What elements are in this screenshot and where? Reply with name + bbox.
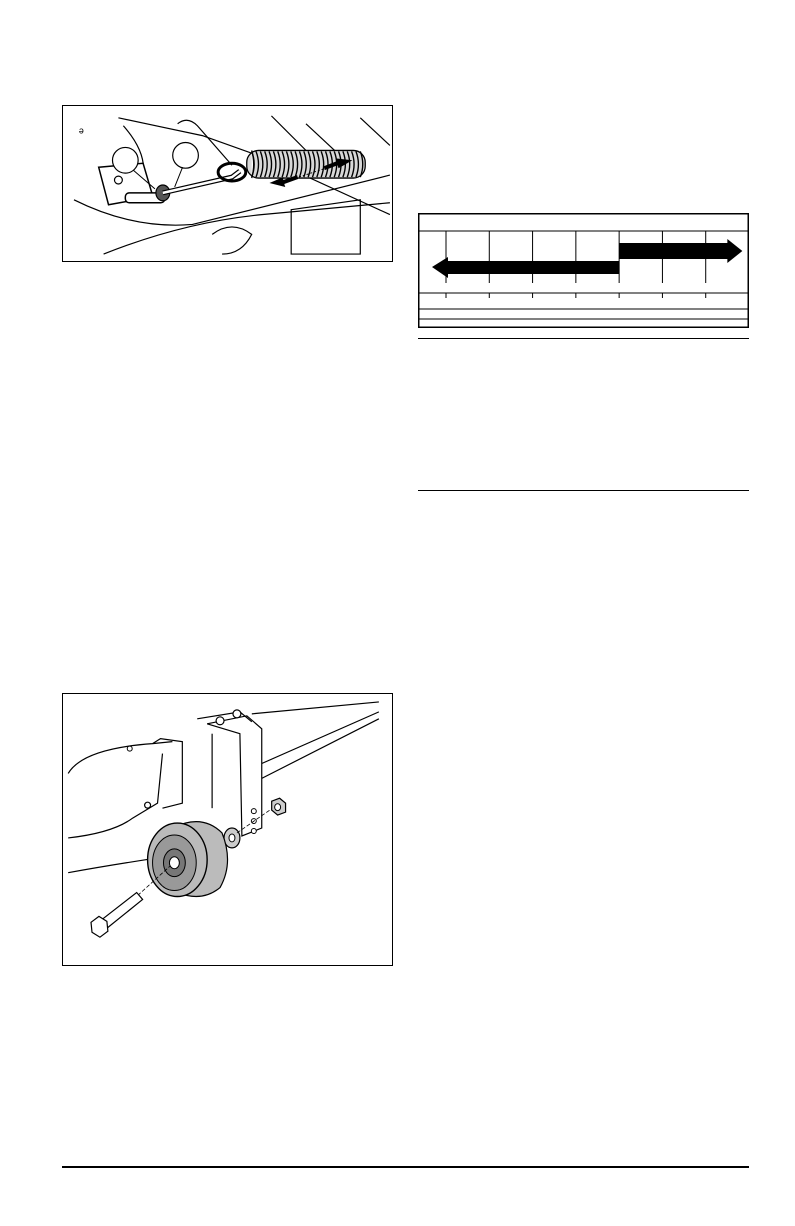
note-bottom-rule bbox=[418, 490, 749, 491]
callout-2-icon bbox=[173, 143, 199, 187]
height-gauge-graphic bbox=[418, 213, 749, 328]
nut-icon bbox=[272, 798, 286, 815]
wheel-assembly-figure bbox=[62, 693, 393, 966]
height-gauge-figure bbox=[418, 213, 749, 328]
bolt-icon bbox=[91, 893, 143, 938]
wheel-assembly-illustration bbox=[63, 694, 392, 965]
spring-adjustment-illustration bbox=[63, 106, 392, 261]
note-top-rule bbox=[418, 338, 749, 339]
wheel-icon bbox=[148, 822, 228, 897]
footer-rule bbox=[62, 1166, 749, 1168]
svg-text:ə: ə bbox=[78, 125, 84, 136]
spring-adjustment-figure bbox=[62, 105, 393, 262]
